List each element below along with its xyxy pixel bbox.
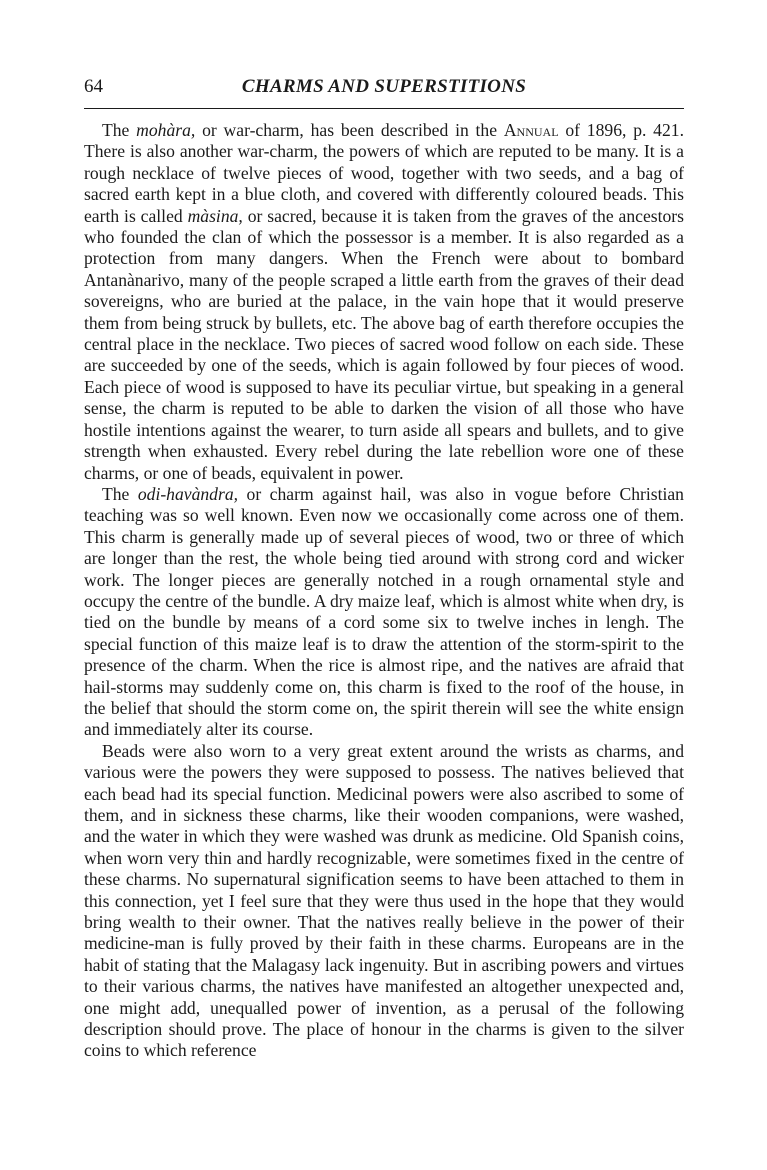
page-number: 64 (84, 76, 103, 97)
paragraph-text: of 1896, p. 421. There is also another war-charm, the powers of which are reputed to be many. It is a rough necklace of twelve pieces of wood, together with two seeds, and a bag of sacred earth kept in a blue cloth, and covered with differently coloured beads. This earth is called (84, 120, 684, 226)
header-rule (84, 108, 684, 109)
paragraph-mohara (84, 120, 684, 484)
body-text (84, 120, 684, 1062)
paragraph-text: or war-charm, has been described in the (195, 120, 504, 140)
paragraph-text: The (102, 483, 138, 504)
malagasy-term: mohàra, (136, 120, 196, 140)
paragraph-odi-havandra (84, 484, 684, 741)
paragraph-text: The (102, 120, 137, 140)
running-head (84, 76, 684, 106)
paragraph-text: or charm against hail, was also in vogue before Christian teaching was so well known. Even now we occasionally come across one of them. This charm is generally made up of several pieces of wood, two or three of which are longer than the rest, the whole being tied around with strong cord and wicker work. The longer pieces are generally notched in a rough ornamental style and occupy the centre of the bundle. A dry maize leaf, which is almost white when dry, is tied on the bundle by means of a cord some six to twelve inches in lengh. The special function of this maize leaf is to draw the attention of the storm-spirit to the presence of the charm. When the rice is almost ripe, and the natives are afraid that hail-storms may suddenly come on, this charm is fixed to the roof of the house, in the belief that should the storm come on, the spirit therein will see the white ensign and immediately alter its course. (84, 483, 684, 740)
journal-name: Annual (503, 120, 559, 140)
paragraph-text: or sacred, because it is taken from the graves of the ancestors who founded the clan of which the possessor is a member. It is also regarded as a protection from many dangers. When the French were about to bombard Antanànarivo, many of the people scraped a little earth from the graves of their dead sovereigns, who are buried at the palace, in the vain hope that it would preserve them from being struck by bullets, etc. The above bag of earth therefore occupies the central place in the necklace. Two pieces of sacred wood follow on each side. These are succeeded by one of the seeds, which is again followed by four pieces of wood. Each piece of wood is supposed to have its peculiar virtue, but speaking in a general sense, the charm is reputed to be able to darken the vision of all those who have hostile intentions against the wearer, to turn aside all spears and bullets, and to give strength when exhausted. Every rebel during the late rebellion wore one of these charms, or one of beads, equivalent in power. (84, 205, 684, 483)
malagasy-term: odi-havàndra, (137, 483, 239, 504)
paragraph-beads: Beads were also worn to a very great extent around the wrists as charms, and various were the powers they were supposed to possess. The natives believed that each bead had its special function. Medicinal powers were also ascribed to some of them, and in sickness these charms, like their wooden companions, were washed, and the water in which they were washed was drunk as medicine. Old Spanish coins, when worn very thin and hardly recognizable, were sometimes fixed in the centre of these charms. No supernatural signification seems to have been attached to them in this connection, yet I feel sure that they were thus used in the hope that they would bring wealth to their owner. That the natives really believe in the power of their medicine-man is fully proved by their faith in these charms. Europeans are in the habit of stating that the Malagasy lack ingenuity. But in ascribing powers and virtues to their various charms, the natives have manifested an altogether unexpected and, one might add, unequalled power of invention, as a perusal of the following description should prove. The place of honour in the charms is given to the silver coins to which reference (84, 740, 684, 1061)
running-title: CHARMS AND SUPERSTITIONS (241, 76, 527, 97)
malagasy-term: màsina, (187, 205, 243, 226)
